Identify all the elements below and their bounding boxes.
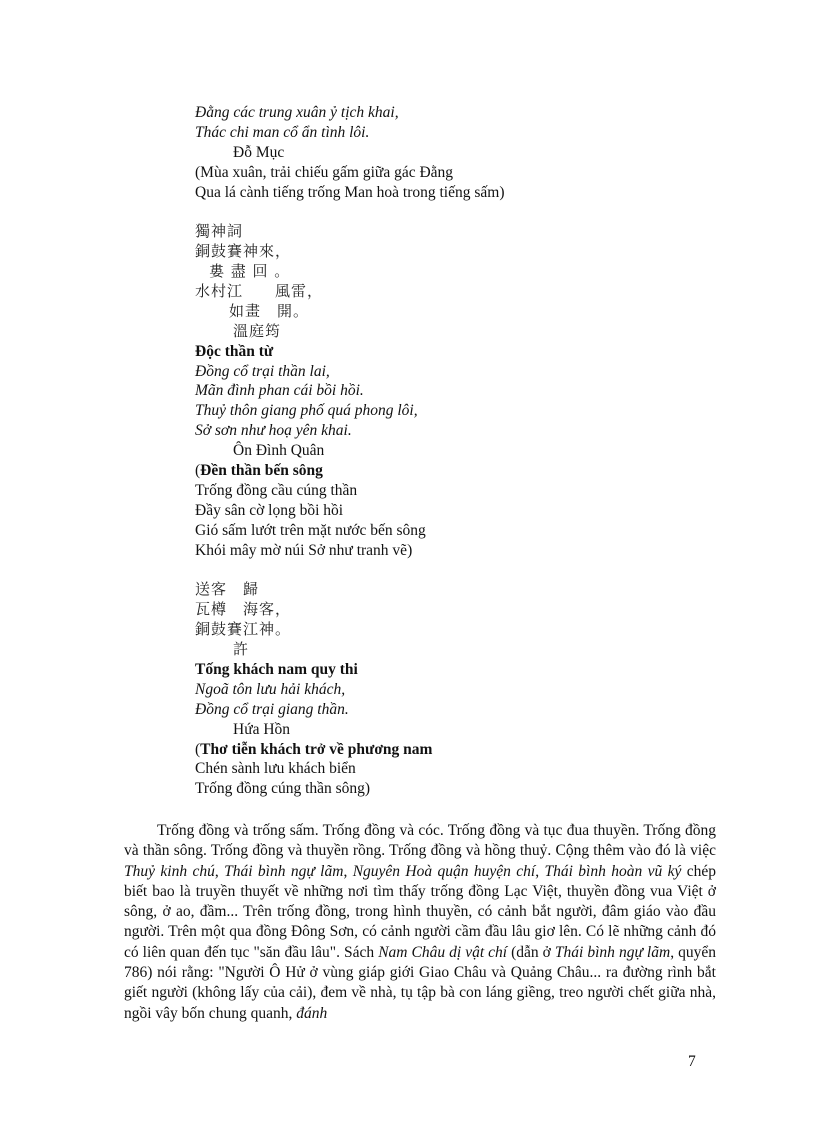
text-run: , xyxy=(535,862,545,880)
poem3-han-line: 瓦樽 海客， xyxy=(195,600,292,619)
poem2-title: Độc thần từ xyxy=(195,342,274,360)
poem2-han-line: 婁 盡 回 。 xyxy=(209,262,291,281)
poem3-line: Ngoã tôn lưu hải khách, xyxy=(195,680,346,698)
text-run: , xyxy=(343,862,353,880)
emphasis: đánh xyxy=(296,1004,328,1022)
page-number: 7 xyxy=(688,1053,696,1070)
body-paragraph xyxy=(124,821,716,1024)
text-run: , quyển 786) nói rằng: "Người Ô Hử ở vùng giáp giới Giao Châu và Quảng Châu... ra đường rình bắt giết người (không lấy của cải), đem về nhà, tụ tập bà con láng giềng, treo người chết giữa nhà, ngồi vây bốn chung quanh, xyxy=(124,943,716,1022)
poem2-translation-line: Đầy sân cờ lọng bồi hồi xyxy=(195,501,344,519)
open-paren: ( xyxy=(195,740,201,758)
poem2-author: Ôn Đình Quân xyxy=(233,442,325,460)
poem3-translation-title xyxy=(195,740,755,760)
spacer xyxy=(195,560,755,580)
poem3-translation-line: Chén sành lưu khách biển xyxy=(195,760,356,778)
poem2-han-line: 如畫 開。 xyxy=(229,301,310,320)
poem2-han-line: 銅鼓賽神來， xyxy=(195,242,292,261)
poem1-line: Thác chi man cổ ẩn tình lôi. xyxy=(195,123,370,141)
poem2-line: Thuỷ thôn giang phố quá phong lôi, xyxy=(195,402,418,420)
poem2-line: Sở sơn như hoạ yên khai. xyxy=(195,422,352,440)
poem3-han-author: 許 xyxy=(233,640,250,659)
poem3-author: Hứa Hồn xyxy=(233,720,291,738)
poem3-title: Tống khách nam quy thi xyxy=(195,660,358,678)
poem2-line: Mãn đình phan cái bồi hồi. xyxy=(195,382,364,400)
book-title: Nguyên Hoà quận huyện chí xyxy=(352,862,536,880)
poem1-translation-line: Qua lá cành tiếng trống Man hoà trong tiếng sấm) xyxy=(195,183,505,201)
poem2-translation-title xyxy=(195,461,755,481)
poem2-han-author: 溫庭筠 xyxy=(233,321,282,340)
book-title: Thái bình hoàn vũ ký xyxy=(544,862,682,880)
poem1-translation-line: (Mùa xuân, trải chiếu gấm giữa gác Đằng xyxy=(195,163,454,181)
book-title: Thái bình ngự lãm xyxy=(224,862,344,880)
poem2-translation-line: Khói mây mờ núi Sở như tranh vẽ) xyxy=(195,541,413,559)
poem2-translation-line: Trống đồng cầu cúng thần xyxy=(195,481,358,499)
text-run: Trống đồng và trống sấm. Trống đồng và cóc. Trống đồng và tục đua thuyền. Trống đồng và thần sông. Trống đồng và thuyền rồng. Trống đồng và hồng thuỷ. Cộng thêm vào đó là việc xyxy=(124,822,716,860)
poem3-line: Đồng cổ trại giang thần. xyxy=(195,700,349,718)
poem2-translation-line: Gió sấm lướt trên mặt nước bến sông xyxy=(195,521,426,539)
text-run: , xyxy=(214,862,225,880)
poem3-han-title: 送客 歸 xyxy=(195,580,260,599)
book-title: Thái bình ngự lãm xyxy=(554,943,671,961)
book-title: Thuỷ kinh chú xyxy=(124,862,215,880)
poem2-han-line: 水村江 風雷， xyxy=(195,282,324,301)
open-paren: ( xyxy=(195,462,201,480)
text-run: chép biết bao là truyền thuyết về những nơi tìm thấy trống đồng Lạc Việt, thuyền đồng vua Việt ở sông, ở ao, đầm... Trên trống đồng, trong hình thuyền, có cảnh bắt người, đâm giáo vào đầu người. Trên một qua đồng Đông Sơn, có cảnh người cầm đầu lâu giơ lên. Có lẽ những cảnh đó có liên quan đến tục "săn đầu lâu". Sách xyxy=(124,862,717,961)
text-run: (dẫn ở xyxy=(507,943,555,961)
poem3-translation-line: Trống đồng cúng thần sông) xyxy=(195,780,371,798)
poem1-author: Đỗ Mục xyxy=(233,143,285,161)
poem2-line: Đồng cổ trại thần lai, xyxy=(195,362,330,380)
poem2-han-title: 獨神詞 xyxy=(195,222,244,241)
poem-block xyxy=(195,103,755,799)
poem3-han-line: 銅鼓賽江神。 xyxy=(195,620,292,639)
paragraph xyxy=(124,821,716,1024)
translation-title-text: Đền thần bến sông xyxy=(200,462,323,480)
poem1-line: Đằng các trung xuân ỷ tịch khai, xyxy=(195,104,399,121)
book-title: Nam Châu dị vật chí xyxy=(378,943,508,961)
translation-title-text: Thơ tiễn khách trở về phương nam xyxy=(200,740,433,758)
spacer xyxy=(195,202,755,222)
